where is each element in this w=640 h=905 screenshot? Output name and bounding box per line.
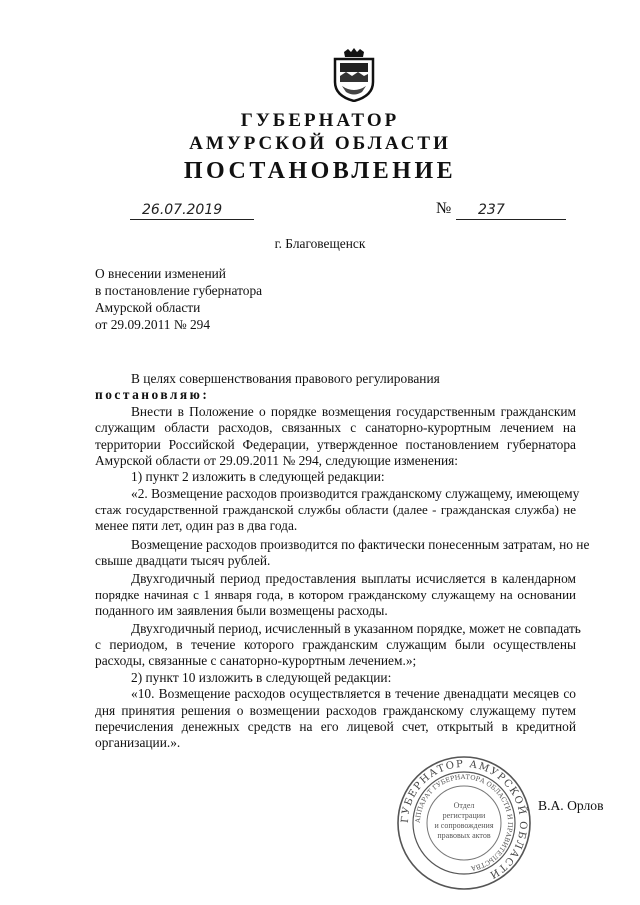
document-type: ПОСТАНОВЛЕНИЕ xyxy=(183,158,457,184)
body-line: В целях совершенствования правового регулирования xyxy=(131,371,440,386)
body-line: с периодом, в течение которого гражданским служащим были осуществлены xyxy=(95,637,576,652)
number-value: 237 xyxy=(478,202,505,218)
number-label: № xyxy=(436,200,452,217)
body-line: дня принятия решения о возмещении расходов гражданскому служащему путем xyxy=(95,703,576,718)
body-line: Двухгодичный период предоставления выплаты исчисляется в календарном xyxy=(131,571,576,586)
subject-line: от 29.09.2011 № 294 xyxy=(95,317,211,332)
number-field xyxy=(456,203,566,220)
subject-line: Амурской области xyxy=(95,300,201,315)
stamp-center: Отдел регистрации и сопровождения правовых актов xyxy=(434,801,494,840)
body-line: свыше двадцати тысяч рублей. xyxy=(95,553,271,568)
body-line: Внести в Положение о порядке возмещения государственным гражданским xyxy=(131,404,576,419)
subject-line: О внесении изменений xyxy=(95,266,226,281)
decree-word: постановляю: xyxy=(95,387,210,402)
body-line: Двухгодичный период, исчисленный в указанном порядке, может не совпадать xyxy=(131,621,581,636)
body-line: Амурской области от 29.09.2011 № 294, следующие изменения: xyxy=(95,453,459,468)
body-line: порядке начиная с 1 января года, в котором гражданскому служащему на основании xyxy=(95,587,576,602)
body-line: Возмещение расходов производится по фактически понесенным затратам, но не xyxy=(131,537,590,552)
stamp-inner-text: АППАРАТ ГУБЕРНАТОРА ОБЛАСТИ И ПРАВИТЕЛЬСТВА xyxy=(413,772,515,873)
stamp-outer-text: ГУБЕРНАТОР АМУРСКОЙ ОБЛАСТИ xyxy=(399,758,529,881)
city: г. Благовещенск xyxy=(274,236,366,251)
subject-line: в постановление губернатора xyxy=(95,283,263,298)
body-line: территории Российской Федерации, утвержденное постановлением губернатора xyxy=(95,437,576,452)
header-governor: ГУБЕРНАТОР xyxy=(240,110,400,131)
body-line: организации.». xyxy=(95,735,181,750)
body-line: 1) пункт 2 изложить в следующей редакции: xyxy=(131,469,385,484)
body-line: перечисления денежных средств на его лицевой счет, открытый в кредитной xyxy=(95,719,576,734)
signature-name: В.А. Орлов xyxy=(538,798,604,813)
body-line: 2) пункт 10 изложить в следующей редакции: xyxy=(131,670,392,685)
date-field xyxy=(130,203,254,220)
coat-of-arms-emblem xyxy=(332,48,376,102)
body-line: расходы, связанные с санаторно-курортным лечением.»; xyxy=(95,653,417,668)
body-line: поданного им заявления были возмещены расходы. xyxy=(95,603,388,618)
registration-stamp xyxy=(396,755,532,891)
body-line: «10. Возмещение расходов осуществляется в течение двенадцати месяцев со xyxy=(131,686,576,701)
header-region: АМУРСКОЙ ОБЛАСТИ xyxy=(189,133,451,154)
date-value: 26.07.2019 xyxy=(142,202,223,218)
body-line: служащим области расходов, связанных с санаторно-курортным лечением на xyxy=(95,420,576,435)
body-line: стаж государственной гражданской службы области (далее - гражданская служба) не xyxy=(95,502,576,517)
body-line: «2. Возмещение расходов производится гражданскому служащему, имеющему xyxy=(131,486,580,501)
body-line: менее пяти лет, один раз в два года. xyxy=(95,518,298,533)
